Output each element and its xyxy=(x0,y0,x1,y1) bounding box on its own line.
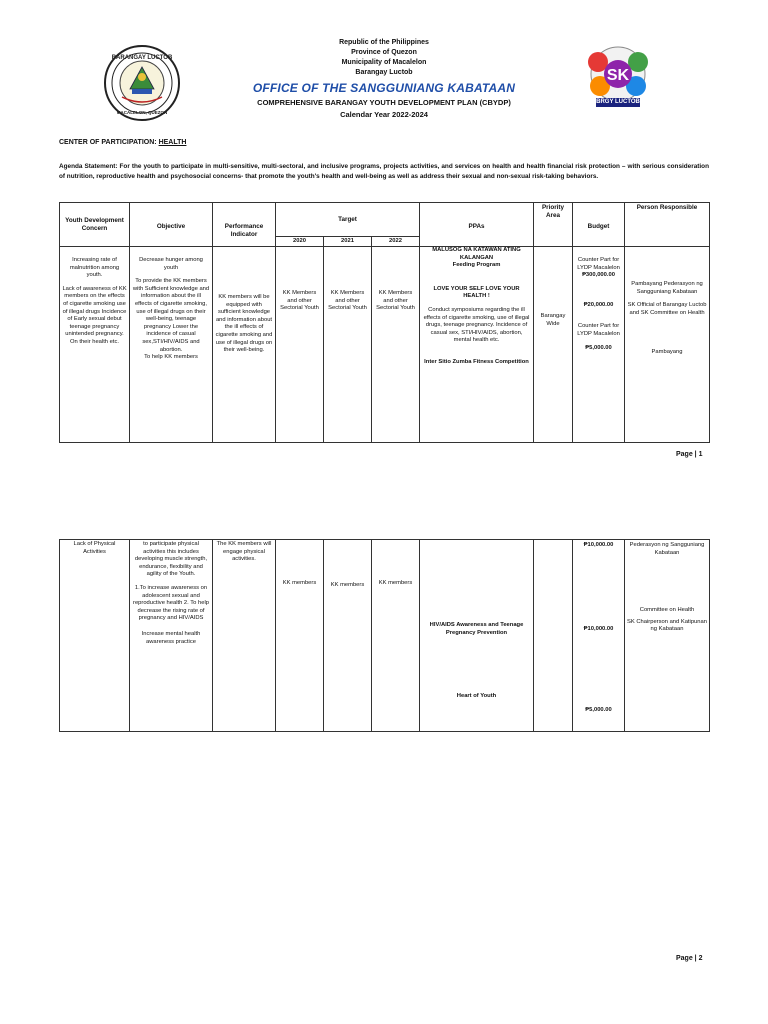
col-target: Target xyxy=(276,203,420,237)
svg-text:SK: SK xyxy=(606,67,630,84)
ppas-cell xyxy=(420,540,534,732)
target-2021-cell: KK members xyxy=(324,540,372,732)
page-number-1: Page | 1 xyxy=(676,451,703,458)
svg-text:MACALELON, QUEZON: MACALELON, QUEZON xyxy=(116,110,168,115)
person-cell xyxy=(625,247,710,443)
col-year-2020: 2020 xyxy=(276,237,324,247)
indicator-cell: The KK members will engage physical activities. xyxy=(213,540,276,732)
target-2022-cell: KK members xyxy=(372,540,420,732)
ppa-title: Feeding Program xyxy=(452,262,501,269)
budget-cell xyxy=(573,247,625,443)
budget-text: Counter Part for LYDP Macalelon xyxy=(577,323,620,337)
objective-cell xyxy=(130,247,213,443)
ppa-title: LOVE YOUR SELF LOVE YOUR HEALTH ! xyxy=(433,285,520,300)
center-value: HEALTH xyxy=(158,139,187,146)
cbydp-table-page2 xyxy=(59,539,710,732)
ppa-text: Conduct symposiums regarding the ill effects of cigarette smoking, use of illegal drugs, teenage pregnancy. Incidence of casual sex, STI/HIV/AIDS, abortion, mental health etc. xyxy=(423,306,530,344)
ppa-title: Heart of Youth xyxy=(456,693,497,700)
objective-text: to participate physical activities this includes developing muscle strength, endurance, flexibility and agility of the Youth. xyxy=(134,541,208,578)
person-text: Committee on Health xyxy=(639,607,695,614)
ppa-title: MALUSOG NA KATAWAN ATING KALANGAN xyxy=(432,247,521,261)
budget-amount: ₱20,000.00 xyxy=(583,301,614,308)
table-row xyxy=(60,247,710,443)
budget-cell xyxy=(573,540,625,732)
municipality-line: Municipality of Macalelon xyxy=(341,59,427,66)
col-budget: Budget xyxy=(573,203,625,247)
plan-title: COMPREHENSIVE BARANGAY YOUTH DEVELOPMENT PLAN (CBYDP) xyxy=(257,98,511,107)
document-header xyxy=(234,38,534,78)
budget-text: Counter Part for LYDP Macalelon xyxy=(577,257,620,271)
agenda-statement: Agenda Statement: For the youth to participate in multi-sensitive, multi-sectoral, and inclusive programs, projects activities, and services on health and health financial risk protection – with serious consideration of nutrition, reproductive health and psychosocial concerns- that promote the youth's health and well-being as well as address their sexual and non-sexual risk-taking behaviors. xyxy=(59,163,709,180)
col-year-2021: 2021 xyxy=(324,237,372,247)
center-label: CENTER OF PARTICIPATION: xyxy=(59,139,157,146)
person-text: Pederasyon ng Sangguniang Kabataan xyxy=(629,542,705,556)
budget-amount: ₱5,000.00 xyxy=(585,344,612,351)
republic-line: Republic of the Philippines xyxy=(339,39,429,46)
indicator-cell xyxy=(213,247,276,443)
col-person-responsible: Person Responsible xyxy=(625,203,710,247)
objective-text: To provide the KK members with Sufficient knowledge and information about the ill effects of cigarette smoking, use of illegal drugs on their well-being, teenage pregnancy Lower the incidence of casual sex,STI/HIV/AIDS and abortion. xyxy=(132,278,210,353)
concern-cell: Lack of Physical Activities xyxy=(60,540,130,732)
page-number-2: Page | 2 xyxy=(676,955,703,962)
ppas-cell xyxy=(420,247,534,443)
objective-cell xyxy=(130,540,213,732)
concern-cell xyxy=(60,247,130,443)
indicator-text: KK members will be equipped with sufficient knowledge and information about the ill effects of cigarette smoking and use of illegal drugs on their well-being. xyxy=(215,294,273,354)
svg-text:BARANGAY LUCTOB: BARANGAY LUCTOB xyxy=(111,55,173,61)
center-of-participation xyxy=(59,139,459,146)
target-2020-cell: KK Members and other Sectorial Youth xyxy=(276,247,324,443)
objective-text: Increase mental health awareness practice xyxy=(141,630,201,645)
priority-cell xyxy=(534,540,573,732)
concern-text: Increasing rate of malnutrition among youth. xyxy=(69,257,120,279)
col-objective: Objective xyxy=(130,203,213,247)
budget-amount: ₱10,000.00 xyxy=(583,542,614,548)
cbydp-table-page1 xyxy=(59,202,710,443)
person-text: SK Official of Barangay Luctob and SK Committee on Health xyxy=(627,302,707,316)
col-priority-area: Priority Area xyxy=(534,203,573,247)
budget-amount: ₱300,000.00 xyxy=(582,272,615,279)
barangay-seal-logo xyxy=(104,45,180,121)
col-indicator: Performance Indicator xyxy=(213,203,276,247)
ppa-title: Inter Sitio Zumba Fitness Competition xyxy=(424,358,529,365)
objective-text: 1.To increase awareness on adolescent sexual and reproductive health 2. To help decrease the rising rate of pregnancy and HIV/AIDS xyxy=(133,584,209,622)
barangay-line: Barangay Luctob xyxy=(355,69,413,76)
sk-logo-caption: BRGY LUCTOB xyxy=(596,99,640,105)
priority-cell: Barangay Wide xyxy=(534,247,573,443)
province-line: Province of Quezon xyxy=(351,49,417,56)
person-text: SK Chairperson and Katipunan ng Kabataan xyxy=(627,618,707,633)
target-2020-cell: KK members xyxy=(276,540,324,732)
person-text: Pambayang xyxy=(651,349,683,356)
ppa-title: HIV/AIDS Awareness and Teenage Pregnancy Prevention xyxy=(429,622,524,636)
person-text: Pambayang Pederasyon ng Sangguniang Kabataan xyxy=(631,281,703,295)
budget-amount: ₱10,000.00 xyxy=(583,625,614,632)
col-concern: Youth Development Concern xyxy=(60,203,130,247)
table-row xyxy=(60,540,710,732)
col-ppas: PPAs xyxy=(420,203,534,247)
calendar-year: Calendar Year 2022-2024 xyxy=(340,110,428,119)
office-title: OFFICE OF THE SANGGUNIANG KABATAAN xyxy=(252,81,516,95)
person-cell xyxy=(625,540,710,732)
objective-text: To help KK members xyxy=(144,354,198,361)
target-2022-cell: KK Members and other Sectorial Youth xyxy=(372,247,420,443)
col-year-2022: 2022 xyxy=(372,237,420,247)
concern-text: Lack of awareness of KK members on the effects of cigarette smoking use of illegal drugs Incidence of Early sexual debut teenage pregnancy unintended pregnancy. On their health etc. xyxy=(62,285,127,345)
seal-icon xyxy=(104,45,180,121)
target-2021-cell: KK Members and other Sectorial Youth xyxy=(324,247,372,443)
objective-text: Decrease hunger among youth xyxy=(139,257,203,271)
budget-amount: ₱5,000.00 xyxy=(585,707,612,714)
